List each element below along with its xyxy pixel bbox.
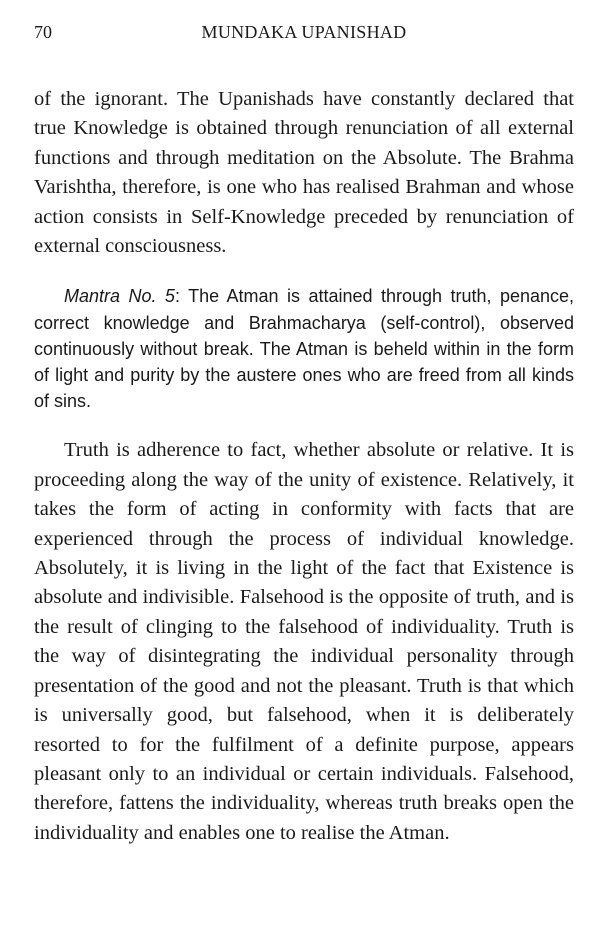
page-number: 70	[34, 22, 52, 42]
running-title: MUNDAKA UPANISHAD	[201, 22, 407, 42]
body-paragraph-1: of the ignorant. The Upanishads have constantly declared that true Knowledge is obtained through renunciation of all external functions and through meditation on the Absolute. The Brahma Varishtha, therefore, is one who has realised Brahman and whose action consists in Self-Knowledge preceded by renunciation of external consciousness.	[34, 88, 574, 258]
book-page	[34, 18, 574, 928]
page-header	[34, 18, 574, 46]
body-paragraph-2: Truth is adherence to fact, whether absolute or relative. It is proceeding along the way of the unity of existence. Relatively, it takes the form of acting in conformity with facts that are experienced through the process of individual knowledge. Absolutely, it is living in the light of the fact that Existence is absolute and indivisible. Falsehood is the opposite of truth, and is the result of clinging to the falsehood of individuality. Truth is the way of disintegrating the individual personality through presentation of the good and not the pleasant. Truth is that which is universally good, but falsehood, when it is deliberately resorted to for the fulfilment of a definite purpose, appears pleasant only to an individual or certain individuals. Falsehood, therefore, fattens the individuality, whereas truth breaks open the individuality and enables one to realise the Atman.	[34, 439, 574, 844]
mantra-text: : The Atman is attained through truth, penance, correct knowledge and Brahmacharya (self-control), observed continuously without break. The Atman is beheld within in the form of light and purity by the austere ones who are freed from all kinds of sins.	[34, 286, 574, 412]
mantra-paragraph	[34, 283, 574, 414]
mantra-label: Mantra No. 5	[64, 286, 175, 307]
